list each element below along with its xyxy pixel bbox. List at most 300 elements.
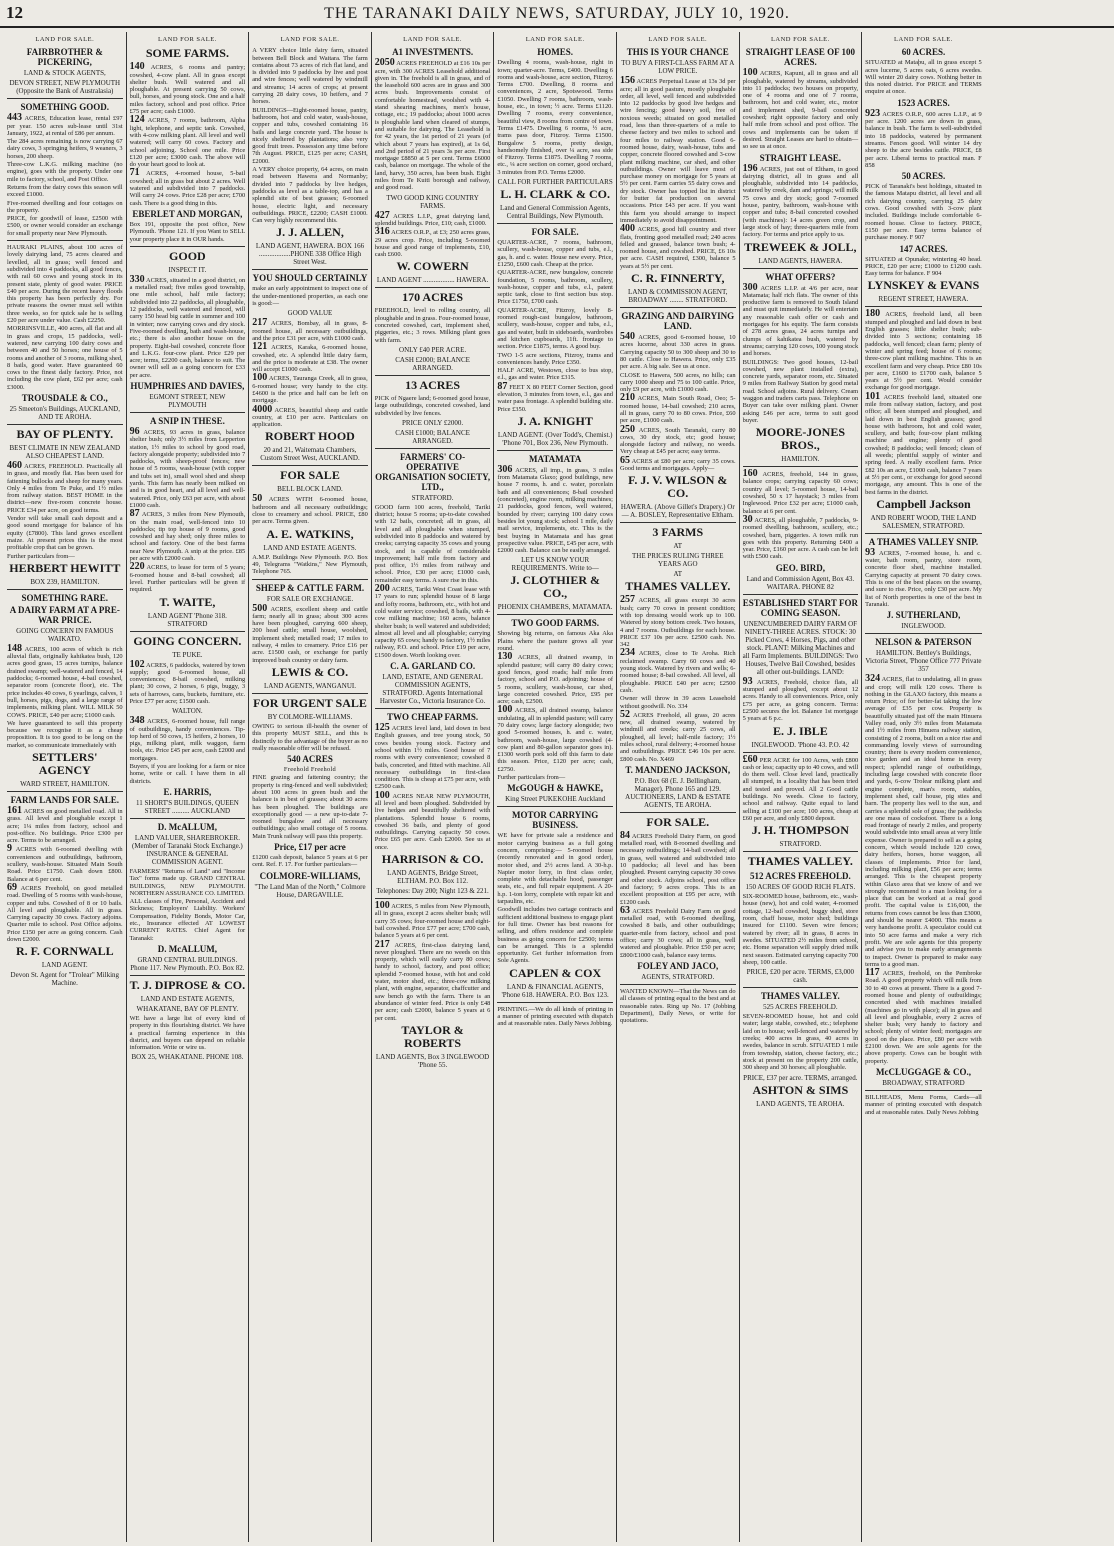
- ad-text: [497, 59, 613, 176]
- ad-text: [7, 325, 123, 391]
- ad-body: The 284 acres remaining is now carrying 67 dairy cows, 3 springing heifers, 9 weaners, 3 horses, 200 sheep.: [7, 138, 123, 160]
- ad-text: [620, 596, 736, 648]
- ad-text: [7, 515, 123, 551]
- ad-body: Goodwill includes two cartage contracts and sufficient additional business to engage plant for full time. Owner has best reasons for selling, and offers residence and complete business as going concern for £2500; terms can be arranged. This is a splendid opportunity. Get further information from Sole Agents.: [497, 906, 613, 965]
- ad-divider: [620, 984, 736, 985]
- ad-text: [7, 807, 123, 844]
- column-heading: LAND FOR SALE.: [35, 36, 95, 43]
- ad-body: ACRES Freehold, all grass, 20 acres new, all drained swamp, watered by windmill and creeks; carry 25 cows, all ploughed, all level; half-mile factory; 1½ miles school, rural delivery; 4-roomed house and outbuildings. PRICE £46 10s per acre. £800 cash. No. X469: [619, 711, 736, 763]
- ad-body: TWO 1-5 acre sections, Fitzroy, trams and conveniences handy. Price £350.: [497, 351, 613, 366]
- ad-text: [130, 1015, 246, 1051]
- ad-subheading: CASH £1000; BALANCE ARRANGED.: [395, 428, 470, 445]
- ad-text: [7, 215, 123, 237]
- ad-text: [620, 372, 736, 394]
- ad-heading: TWO CHEAP FARMS.: [387, 712, 479, 723]
- ad-subheading: INGLEWOOD.: [901, 622, 946, 631]
- ad-subheading: 25 Smeeton's Buildings, AUCKLAND, AND TE AROHA.: [9, 404, 120, 421]
- ad-text: [497, 906, 613, 964]
- ad-subheading: REGENT STREET, HAWERA.: [878, 295, 969, 304]
- ad-heading: McGOUGH & HAWKE,: [507, 783, 604, 794]
- ad-body: CLOSE to Hawera, 500 acres, no hills; can carry 1000 sheep and 75 to 100 cattle. Price, only £9 per acre, with £1000 cash.: [619, 371, 736, 394]
- ad-body: ALL classes of Fire, Personal, Accident and Sickness; Employers' Liability. Workers' Compensation, Fidelity Bonds, Motor Car, etc., Insurance effected AT LOWEST CURRENT RATES. Chief Agent for Taranaki:: [129, 898, 246, 942]
- acreage-figure: 102: [129, 658, 145, 670]
- ad-text: [7, 553, 123, 560]
- ad-heading: A SNIP IN THESE.: [149, 415, 225, 426]
- ad-text: [375, 902, 491, 939]
- ad-body: HAURAKI PLAINS, about 100 acres of lovely dairying land, 75 acres cleared and levelled, all in grass; well fenced and subdivided into 4 paddocks, all good fences, with rail 60 cows and young stock in its present state, plenty of good water. PRICE £40 per acre. During the recent heavy floods this property has been perfectly dry. For private reasons the owner must sell within three weeks, so for quick sale he is selling £20 per acre under value. Cash £2250.: [7, 244, 123, 325]
- ad-divider: [743, 268, 859, 269]
- acreage-figure: 196: [742, 162, 758, 174]
- ad-divider: [7, 240, 123, 241]
- ad-text: [865, 310, 982, 391]
- acreage-figure: 443: [7, 112, 22, 124]
- ad-text: [374, 789, 491, 851]
- ad-body: Showing big returns, on famous Aka Aka Plains where the pasture grows all year round.: [497, 630, 613, 653]
- ad-body: ACRES, to lease for term of 5 years; 6-roomed house and 8-bail cowshed; all level. Further particulars will be given if required.: [129, 564, 246, 594]
- ad-divider: [743, 594, 859, 595]
- acreage-figure: 217: [252, 317, 268, 329]
- ad-subheading: Land and Commission Agent, Box 43. WAITARA. PHONE 82: [746, 574, 855, 591]
- ad-subheading: AGENTS, STRATFORD.: [641, 972, 715, 981]
- ad-text: [620, 649, 736, 694]
- acreage-figure: 93: [865, 546, 876, 558]
- ad-agent-name: LYNSKEY & EVANS: [867, 278, 980, 293]
- ad-body: A.M.P. Buildings New Plymouth. P.O. Box 49, Telegrams "Watkins," New Plymouth, Telephone 765.: [252, 553, 368, 576]
- acreage-figure: 100: [252, 372, 268, 384]
- acreage-figure: 200: [374, 583, 390, 595]
- ad-divider: [130, 818, 246, 819]
- ad-body: Further particulars from—: [7, 552, 75, 560]
- ad-text: [129, 658, 246, 706]
- ad-body: ACRES, 5 miles from New Plymouth, all in grass, except 2 acres shelter bush; will carry 35 cows; four-roomed house and eight-bail cowshed. Price £77 per acre; £700 cash, balance 5 years at 6 per cent.: [374, 903, 491, 940]
- ad-subheading: PRICE, £20 per acre. TERMS, £3,000 cash.: [746, 968, 855, 985]
- ad-body: ACRES, 6 paddocks, watered by town supply; good 6-roomed house, all conveniences; 8-bail cowshed, milking plant; 30 cows, 2 horses, 6 pigs, buggy, 3 sets of harrows, cans, buckets, furniture, etc. Price £77 per acre; £1500 cash.: [129, 661, 246, 705]
- column-2: [127, 32, 250, 1542]
- ad-agent-name: CAPLEN & COX: [509, 965, 602, 980]
- column-heading: LAND FOR SALE.: [894, 36, 953, 43]
- ad-body: MORRINSVILLE, 400 acres, all flat and all in grass and crops, 15 paddocks, well-watered, new carrying 100 dairy cows and between 40 and 50 horses; one house of 5 rooms and another of 3 rooms, milking shed, 8 bails, good water. Have guaranteed 60 cows to the finest daily factory. Price, not including the cow plant, £62 per acre; cash £3000.: [7, 325, 123, 391]
- ad-heading: SOMETHING RARE.: [21, 592, 109, 603]
- ad-body: ACRES, Kapuni, all in grass and all ploughable, watered by streams, subdivided into 11 paddocks; two houses on property, one of 4 rooms and one of 7 rooms, bathroom, hot and cold water, etc., motor and implement shed, 9-bail concreted cowshed; right opposite factory and only half mile from school and post office. The cows and implements can be taken if desired. Straight Leases are hard to obtain—so see us at once.: [742, 70, 859, 151]
- ad-text: [865, 183, 982, 241]
- ad-divider: [375, 287, 491, 288]
- ad-body: ACRES level land, laid down in best English grasses, and tree young stock, 50 cows besides young stock. Factory and school within 1½ miles. Good house of 7 rooms with every convenience; cowshed 8 bails, concreted, and fitted with machine. All necessary outbuildings in first-class condition. This is cheap at £75 per acre, with £2500 cash.: [374, 725, 491, 791]
- ad-subheading: Devon St. Agent for "Trolear" Milking Machine.: [10, 971, 120, 988]
- ad-agent-name: E. J. IBLE: [773, 723, 828, 738]
- masthead: [0, 0, 1114, 28]
- acreage-figure: 148: [7, 642, 22, 654]
- ad-body: BILLHEADS, Menu Forms, Cards—all manner of printing executed with despatch and at reasonable rates. Daily News Jobbing: [865, 1093, 982, 1116]
- ad-divider: [865, 1090, 982, 1091]
- ad-text: [619, 708, 736, 763]
- ad-text: [620, 988, 736, 1024]
- ad-text: [130, 221, 246, 243]
- ad-divider: [130, 975, 246, 976]
- ad-body: WE have for private sale a residence and motor carrying business as a full going concern, comprising:— 5-roomed house (recently renovated and in good order), motor shed, and 2½ acres land. A 30-h.p. Napier motor lorry, in first class order, complete with detachable hood, passenger seats, etc., and full repair equipment. A 20-h.p. 1-ton lorry, complete with repair kit and tarpaulins, etc.: [497, 832, 613, 906]
- ad-body: ACRES L.I.P., great dairying land, splendid buildings. Price, £10; cash, £1000.: [374, 212, 491, 227]
- column-heading: LAND FOR SALE.: [770, 36, 830, 43]
- ad-divider: [620, 522, 736, 523]
- ad-body: PRICE, for goodwill of lease, £2500 with £500, or owner would consider an exchange for small property near New Plymouth.: [7, 215, 123, 237]
- ad-heading: GEO. BIRD,: [775, 562, 825, 573]
- ad-text: [252, 285, 368, 307]
- ad-text: [7, 845, 123, 882]
- ad-agent-name: R. F. CORNWALL: [16, 944, 114, 959]
- ad-text: [252, 602, 368, 664]
- ad-body: SITUATED at Mataþu, all in grass except 5 acres lucerne, 5 acres oats, 6 acres swedes. Will winter 20 dairy cows. Nothing better in this noted district. For PRICE and TERMS enquire at once.: [865, 59, 982, 96]
- ad-divider: [7, 589, 123, 590]
- ad-text: [252, 343, 368, 373]
- acreage-figure: 4000: [252, 403, 273, 415]
- ad-text: [375, 504, 491, 584]
- ad-body: ACRES NEAR NEW PLYMOUTH, all level and been ploughed. Subdivided by live hedges and beautifully sheltered with plantations. Splendid house 6 rooms, cowshed 36 bails, and plenty of good outbuildings. Carrying capacity 50 cows. Price £65 per acre. Cash £2000. See us at once.: [374, 792, 491, 851]
- ad-body: ACRES, close to Te Aroha. Rich reclaimed swamp. Carry 60 cows and 40 young stock. Watered by rivers and wells; 6-roomed house; 8-bail cowshed. All level, all ploughable. PRICE £40 per acre; £2500 cash.: [619, 650, 736, 694]
- ad-subheading: LAND & FINANCIAL AGENTS, 'Phone 618. HAWERA. P.O. Box 123.: [501, 982, 609, 999]
- acreage-figure: 125: [374, 722, 390, 734]
- ad-text: [742, 513, 859, 561]
- ad-text: [865, 256, 982, 278]
- acreage-figure: 93: [742, 675, 753, 687]
- ad-body: ACRES, excellent sheep and cattle farm; nearly all in grass; about 300 acres have been ploughed, carrying 600 sheep, 200 head cattle; small house, woolshed, implement shed; metalled road; 17 miles to railway, 4 miles to creamery. Price £16 per acre. £1500 cash, or exchange for partly improved bush country or dairy farm.: [252, 605, 368, 664]
- ad-text: [252, 774, 368, 840]
- ad-subheading: BY COLMORE-WILLIAMS.: [267, 712, 353, 721]
- ad-text: [619, 423, 736, 456]
- ad-text: [252, 495, 368, 525]
- column-heading: LAND FOR SALE.: [403, 36, 462, 43]
- ad-subheading: GOING CONCERN IN FAMOUS WAIKATO.: [16, 626, 114, 643]
- ad-heading: A THAMES VALLEY SNIP.: [868, 536, 979, 547]
- ad-body: ACRES, first-class dairying land, never ploughed. There are no weeds on this property, which will easily carry 80 cows; handy to school, factory, and post office; splendid 7-roomed house, with hot and cold water, motor shed, etc.; three-cow milking plant, with engine, separator, chaffcutter and saw bench go with the farm. There is an abundance of winter feed. Price is only £48 per acre; cash £2000, balance 5 years at 6 per cent.: [374, 941, 491, 1022]
- ad-subheading: TE PUKE.: [172, 650, 203, 659]
- ad-divider: [865, 533, 982, 534]
- acreage-figure: 9: [7, 843, 12, 855]
- acreage-figure: 2050: [374, 57, 395, 69]
- acreage-figure: 250: [619, 423, 635, 435]
- column-heading: LAND FOR SALE.: [280, 36, 340, 43]
- ad-subheading: WARD STREET, HAMILTON.: [20, 780, 110, 788]
- ad-agent-name: L. H. CLARK & CO.: [500, 187, 610, 202]
- ad-divider: [743, 851, 859, 852]
- ad-heading: EBERLET AND MORGAN,: [132, 208, 243, 219]
- ad-divider: [252, 269, 368, 270]
- ad-heading: GRAZING AND DAIRYING LAND.: [621, 311, 735, 332]
- ad-divider: [252, 693, 368, 694]
- acreage-figure: 324: [865, 673, 881, 685]
- ad-text: [497, 239, 613, 268]
- acreage-figure: £60: [742, 753, 758, 765]
- ad-heading: 60 ACRES.: [901, 47, 946, 58]
- ad-text: [620, 695, 736, 710]
- ad-body: SEVEN-ROOMED house, hot and cold water; large stable, cowshed, etc.; telephone laid on to house; well-fenced and watered by creeks; 400 acres in grass, 40 acres in swedes, balance in scrub. SITUATED 1 mile from township, station, cheese factory, etc.; stock at present on the property 200 cattle, 300 sheep and 30 horses; all ploughable.: [742, 1013, 859, 1072]
- ad-text: [865, 969, 982, 1065]
- acreage-figure: 52: [619, 708, 630, 720]
- ad-text: [130, 763, 246, 785]
- ad-text: [620, 77, 736, 224]
- ad-divider: [252, 465, 368, 466]
- ad-body: Buyers, if you are looking for a farm or nice home, write or call. I have them in all districts.: [129, 763, 246, 785]
- ad-body: OWING to serious ill-health the owner of this property MUST SELL, and this is distinctly to the advantage of the buyer as no really reasonable offer will be refused.: [252, 722, 368, 752]
- ad-body: ACRES, beautiful sheep and cattle country, at £10 per acre. Particulars on application.: [252, 406, 368, 429]
- ad-agent-name: J. J. ALLEN,: [276, 225, 344, 240]
- ad-text: [7, 200, 123, 215]
- acreage-figure: 130: [497, 651, 513, 663]
- ad-divider: [865, 633, 982, 634]
- ad-text: [252, 374, 368, 404]
- acreage-figure: 306: [497, 463, 513, 475]
- ad-subheading: 20 and 21, Waitemata Chambers, Custom Street West, AUCKLAND.: [260, 446, 360, 463]
- acreage-figure: 460: [7, 459, 22, 471]
- column-5: [494, 32, 617, 1542]
- ad-heading: FOR SALE.: [531, 227, 579, 238]
- acreage-figure: 96: [129, 425, 140, 437]
- ad-body: ACRES, all drained swamp, balance undulating, all in splendid pasture; will carry 70 dairy cows; large factory alongside; two good 5-roomed houses, h. and c. water, bathroom, wash-house, large cowshed (4-cow plant and 80-gallon separator goes in). £1300 worth pork sold off this farm to date this season. Price, £120 per acre; cash, £2750.: [497, 707, 613, 773]
- ad-body: Three-cow L.K.G. milking machine (no engine), goes with the property. Under one mile to factory, school, and Post Office.: [7, 161, 123, 183]
- ad-heading: FAIRBROTHER & PICKERING,: [26, 47, 103, 68]
- ad-body: QUARTER-ACRE, new bungalow, concrete foundation, 5 rooms, bathroom, scullery, wash-house, copper and tubs, e.l., patent septic tank, close to first section bus stop. Price £1750, £700 cash.: [497, 269, 613, 306]
- ad-subheading: PHOENIX CHAMBERS, MATAMATA.: [497, 603, 613, 612]
- ad-body: HALF ACRE, Westown, close to bus stop, e.l., gas and water. Price £315.: [497, 367, 613, 382]
- ad-text: [743, 359, 859, 425]
- ad-text: [252, 554, 368, 576]
- ad-body: ACRES, 3 miles from New Plymouth, on the main road, well-fenced into 10 paddocks; tip top house of 9 rooms, good cowshed and hay shed; only three miles to school and factory. One of the best farms near New Plymouth. A snip at the price. £85 per acre with £2000 cash.: [129, 511, 246, 563]
- acreage-figure: 63: [619, 904, 630, 916]
- ad-agent-name: SOME FARMS.: [145, 46, 229, 61]
- ad-body: ACRES, Tauranga Creek, all in grass, 6-roomed house; very handy to the city. £4600 is the price and half can be left on mortgage.: [252, 375, 368, 405]
- acreage-figure: 100: [497, 704, 513, 716]
- ad-text: [497, 706, 613, 773]
- ad-text: [252, 319, 368, 342]
- ad-body: BUILDINGS—Eight-roomed house, pantry, bathroom, hot and cold water, wash-house, copper and tubs, cowshed containing 16 bails and large concrete yard. The house is nicely sheltered by plantations; also very good fruit trees. Possession any time before 7th August. PRICE, £125 per acre; CASH, £2000.: [252, 106, 368, 165]
- ad-divider: [865, 306, 982, 307]
- ad-agent-name: T. J. DIPROSE & CO.: [129, 977, 246, 992]
- column-6: [617, 32, 740, 1542]
- ad-subheading: WALTON.: [172, 707, 203, 716]
- page-number: 12: [6, 3, 23, 22]
- ad-body: FEET X 80 FEET Corner Section, good elevation, 3 minutes from town, e.l., gas and water pass frontage. A splendid building site. Price £350.: [497, 383, 613, 413]
- ad-text: [619, 904, 736, 959]
- ad-body: ACRES, Freehold, choice flats, all stumped and ploughed, except about 12 acres. Handy to all conveniences. Price, only £75 per acre, as going concern. Terms: £2500 secures the lot. Balance 1st mortgage 5 years at 6 p.c.: [742, 678, 859, 723]
- ad-text: [252, 723, 368, 752]
- ad-text: [865, 546, 982, 608]
- ad-subheading: Telephones: Day 200; Night 123 & 221.: [376, 887, 489, 896]
- column-heading: LAND FOR SALE.: [648, 36, 708, 43]
- ad-heading: TWO GOOD FARMS.: [511, 618, 599, 629]
- masthead-title: THE TARANAKI DAILY NEWS, SATURDAY, JULY 10, 1920.: [324, 5, 790, 22]
- ad-body: ACRES, 93 acres in grass, balance shelter bush; only 3½ miles from Lepperton station, 1½ miles to school by good road, factory alongside property; subdivided into 7 paddocks, with sheep-proof fences; new house of 5 rooms, wash-house (with copper and tubs set in), small wool shed and sheep yards. This farm has nearly been milked on and is in good heart, and all level and well-watered. Price, only £63 per acre, with about £1000 cash.: [129, 428, 246, 509]
- ad-text: [7, 114, 123, 137]
- acreage-figure: 180: [865, 308, 881, 320]
- ad-divider: [620, 307, 736, 308]
- ad-text: [7, 138, 123, 160]
- ad-heading: SOMETHING GOOD.: [20, 102, 110, 113]
- ad-text: [252, 854, 368, 869]
- ad-subheading: WHAKATANE, BAY OF PLENTY.: [136, 1004, 239, 1013]
- ad-text: [497, 1006, 613, 1028]
- ad-agent-name: J. A. KNIGHT: [517, 413, 593, 428]
- ad-body: ACRES, good 6-roomed house, 10 acres lucerne, about 330 acres in grass. Carrying capacity 50 to 300 sheep and 30 to 80 cattle. Close to Hawera. Price, only £35 per acre. A big sale. See us at once.: [619, 334, 736, 371]
- ad-text: [375, 724, 491, 791]
- ad-text: [497, 832, 613, 905]
- acreage-figure: 540: [619, 331, 635, 343]
- ad-body: ACRES O.R.P., at £3; 250 acres grass, 29 acres crop. Price, including 5-roomed house and good range of implements, £10, cash £600.: [374, 229, 491, 259]
- ad-text: [252, 166, 368, 224]
- ad-text: [374, 209, 491, 228]
- ad-heading: 147 ACRES.: [899, 243, 948, 254]
- ad-text: [865, 390, 982, 496]
- acreage-figure: 100: [742, 67, 758, 79]
- ad-body: ACRES L.I.P. at 4/6 per acre, near Matamata; half rich flats. The owner of this productive farm is removed to South Island and must quit immediately. He will entertain any reasonable cash offer or cash and mortgages for his equity. The farm consists of 278 acres grass, 24 acres turnips and clumps of kahikatea bush, watered by streams; carrying 120 cows, 100 young stock and horses.: [742, 284, 859, 358]
- ad-body: PICK of Taranaki's best holdings, situated in the famous Matapu district, all level and all rich dairying country, carrying 25 dairy cows. Good cowshed with 3-cow plant included. Buildings include comfortable 6-roomed house. Close to factory. PRICE, £150 per acre. Easy terms balance of purchase money. F 907: [865, 183, 982, 242]
- ad-heading: 540 ACRES: [287, 754, 333, 765]
- ad-agent-name: ASHTON & SIMS: [752, 1082, 849, 1097]
- ad-text: [619, 829, 736, 906]
- ad-subheading: BOX 239, HAMILTON.: [30, 577, 100, 586]
- ad-subheading: LAND, ESTATE, AND GENERAL COMMISSION AGENTS, STRATFORD. Agents International Harvester Co., Victoria Insurance Co.: [379, 673, 486, 706]
- ad-text: [129, 273, 246, 379]
- ad-body: Dwelling 4 rooms, wash-house, right in town; quarter-acre. Terms, £400. Dwelling 6 rooms and wash-house, acre section, Fitzroy. Terms £700. Dwelling, 8 rooms and conveniences, 2 acre, Spotswood. Terms £1050. Dwelling 7 rooms, bathroom, wash-house, etc., in town; ½ acre. Terms £1120. Dwelling 7 rooms, every convenience, beautiful view, 8 rooms from centre of town. Terms £1475. Dwelling 6 rooms, ½ acre, trams pass door, Fitzroy. Terms £1500. Bungalow 5 rooms, pretty design, handsomely finished, over ¼ acre, sea side of Fitzroy. Terms £1875. Dwelling 7 rooms, etc., ¼ acre section on corner, good orchard, 3 minutes from P.O. Terms £2000.: [497, 59, 613, 176]
- ad-subheading: LAND AGENTS, TE AROHA.: [756, 1099, 845, 1108]
- ad-text: [374, 938, 491, 1022]
- acreage-figure: 101: [865, 390, 881, 402]
- ad-agent-name: F. J. V. WILSON & CO.: [628, 473, 728, 501]
- ad-subheading: LAND AGENT.: [41, 961, 88, 970]
- ad-body: ACRES, flat to undulating, all in grass and crop; will milk 120 cows. There is nothing in the GLAXO factory, this means a return Price; of for better-fat taking the low average of £35 per cow. Property is beautifully situated just off the main Hinuera Valley road, only 3½ miles from Matamata and 1½ miles from Hinuera railway station, consisting of 2 rooms, built on a nice rise and commanding lovely views of surrounding country; there is every modern convenience, nice garden and an ideal home in every respect; splendid range of outbuildings, including large cowshed with concrete floor and yards, 6-cow Trolear milking plant and engine complete, man's room, stables, implement shed, calf house, pig sties and barn. The property lies well to the sun, and carries a splendid sole of grass; the paddocks are one mass of cocksfoot. There is a long road frontage of nearly 2 miles, and property would subdivide into small areas at very little expense. Owner is prepared to sell as a going concern, which would include 120 cows, dairy heifers, horses, horse waggon, all classes of implements. Price for land, including milking plant, £56 per acre; terms arranged. This is the cheapest property within Glaxo area that we know of and we strongly recommend to a man looking for a place that can be worked at a real good profit. The capital value is £16,000, the returns from cows cannot be less than £3000, and should be nearer £4000. This means a very handsome profit. A speculator could cut into 50 acre farms and make a very rich profit. We are sole agents for this property and advise you to make early arrangements to inspect. Owner is prepared to make easy terms to a good man.: [865, 676, 982, 968]
- ad-body: Vendor will take small cash deposit and a good sound mortgage for balance of his equity (£7800). This land grows excellent maize. At present prices this is the most profitable crop that can be grown.: [7, 515, 123, 552]
- ad-heading: D. McALLUM,: [157, 821, 218, 832]
- ad-divider: [375, 708, 491, 709]
- ad-body: ACRES, situated in a good district, on a metalled road; five miles good township, one mile school, half mile factory; subdivided into 22 paddocks, all ploughable, 12 paddocks, well watered and fenced, will carry 150 head big cattle in summer and 100 in winter; now carrying cows and dry stock. Five-roomed dwelling, bath and wash-house, etc.; there is also another house on the property. Eight-bail cowshed, concrete floor and L.K.G. four-cow plant. Price £29 per acre; terms, £2200 cash, balance to suit. The owner will sell as a going concern for £33 per acre.: [129, 276, 246, 379]
- ad-body: ACRES, FREEHOLD. Practically all in grass, and mostly flat. Has been used for fattening bullocks and sheep for many years. Only 4 miles from Te Puke, and 1½ miles from railway station. BEST HOME in the district—new five-room concrete house. PRICE £34 per acre, on good terms.: [7, 462, 123, 514]
- ad-heading: MATAMATA: [529, 453, 582, 464]
- ad-heading: STRAIGHT LEASE OF 100 ACRES.: [745, 47, 855, 68]
- acreage-figure: 84: [619, 829, 630, 841]
- ad-subheading: UNENCUMBERED DAIRY FARM OF NINETY-THREE ACRES. STOCK: 30 Picked Cows, 4 Horses, Pigs, and other stock. PLANT: Milking Machines and all Farm Implements. BUILDINGS: Two Houses, Twelve Bail Cowshed, besides all other out-buildings. LAND:: [742, 619, 859, 676]
- acreage-figure: 234: [619, 647, 635, 659]
- acreage-figure: 300: [742, 281, 758, 293]
- ad-divider: [252, 579, 368, 580]
- ad-agent-name: Campbell Jackson: [876, 496, 971, 511]
- acreage-figure: 220: [129, 561, 145, 573]
- ad-body: ACRES, 6-roomed house, full range of outbuildings, handy conveniences. Tip-top herd of 50 cows, 15 heifers, 2 horses, 10 pigs, milking plant, milk waggon, farm tools, etc. Price £45 per acre, cash £2000 and mortgages.: [129, 718, 246, 762]
- acreage-figure: 121: [252, 341, 268, 353]
- ad-text: [7, 184, 123, 199]
- ad-divider: [375, 898, 491, 899]
- ad-agent-name: SETTLERS' AGENCY: [32, 750, 98, 777]
- ad-subheading: EGMONT STREET, NEW PLYMOUTH: [149, 392, 226, 409]
- ad-text: [497, 463, 613, 555]
- ad-heading: STRAIGHT LEASE.: [759, 152, 842, 163]
- ad-subheading: BOX 25, WHAKATANE. PHONE 108.: [131, 1053, 244, 1062]
- column-3: [249, 32, 372, 1542]
- ad-divider: [7, 98, 123, 99]
- ad-body: ACRES, 6 rooms and pantry; cowshed, 4-cow plant. All in grass except shelter bush. Well watered and all ploughable. At present carrying 50 cows, bull, horses, and young stock. One and a half miles factory, school and post office. Price £75 per acre; cash £1000.: [129, 64, 246, 116]
- ad-agent-name: J. H. THOMPSON: [751, 823, 849, 838]
- ad-divider: [7, 424, 123, 425]
- acreage-figure: 71: [129, 167, 140, 179]
- ad-subheading: DEVON STREET, NEW PLYMOUTH (Opposite the Bank of Australasia): [9, 79, 121, 96]
- ad-text: [252, 47, 368, 105]
- ad-subheading: LAND AGENTS, Box 3 INGLEWOOD 'Phone 55.: [375, 1052, 490, 1069]
- ad-divider: [375, 448, 491, 449]
- ad-text: [865, 1094, 982, 1116]
- ad-heading: YOU SHOULD CERTAINLY: [252, 273, 368, 284]
- ad-subheading: CALL FOR FURTHER PARTICULARS: [497, 178, 613, 187]
- acreage-figure: 87: [129, 508, 140, 520]
- ad-agent-name: ROBERT HOOD: [265, 429, 355, 444]
- ad-text: [252, 403, 368, 429]
- ad-agent-name: THAMES VALLEY.: [747, 854, 853, 869]
- ad-subheading: HAWERA. (Above Gillet's Drapery.) Or— A. BOSLEY, Representative Eltham.: [620, 503, 735, 520]
- ad-text: [620, 225, 736, 270]
- ad-subheading: King Street PUKEKOHE Auckland: [505, 795, 606, 804]
- ad-subheading: 150 ACRES OF GOOD RICH FLATS.: [745, 883, 856, 892]
- acreage-figure: 100: [374, 900, 390, 912]
- ad-subheading: FOR SALE OR EXCHANGE.: [266, 594, 354, 603]
- ad-text: [7, 642, 123, 719]
- ad-subheading: LAND VALUER, SHAREBROKER. (Member of Taranaki Stock Exchange.) INSURANCE & GENERAL COMMISSION AGENT.: [132, 833, 243, 866]
- ad-subheading: TO BUY A FIRST-CLASS FARM AT A LOW PRICE.: [621, 59, 735, 76]
- ad-body: ACRES, Main South Road, Oeo; 5-roomed house, 14-bail cowshed; 210 acres, all in grass, carry 70 to 80 cows. Price, £60 per acre, £1000 cash.: [619, 395, 736, 425]
- ad-divider: [497, 614, 613, 615]
- ad-subheading: STRATFORD.: [779, 840, 822, 849]
- ad-body: ACRES Perpetual Lease at 13s 3d per acre; all in good pasture, mostly ploughable order, all level, well fenced and subdivided into 12 paddocks by good live hedges and wire fencing; good heavy soil, free of noxious weeds; situated on good metalled road, less than three-quarters of a mile to cheese factory and two miles to school and four miles to railway station. Good 6-roomed house, dairy, wash-house, tubs and copper, concrete floored cowshed and 3-cow plant milking machine, car shed, and other outbuildings. Owner will leave most of purchase money on mortgage for 5 years at 5½ per cent. Farm carries 55 dairy cows and dry stock. Owner has topped list in district for butter fat production on several occasions. Price £43 per acre. If you want this farm you should arrange to inspect immediately to avoid disappointment.: [619, 78, 736, 224]
- ad-heading: J. SUTHERLAND,: [886, 610, 961, 621]
- ad-text: [130, 868, 246, 897]
- ad-agent-name: LEWIS & CO.: [271, 664, 349, 679]
- ad-heading: COLMORE-WILLIAMS,: [259, 870, 361, 881]
- acreage-figure: 400: [619, 223, 635, 235]
- ad-subheading: GOOD VALUE: [287, 309, 333, 318]
- ad-text: [375, 307, 491, 343]
- ad-body: PICK of Ngaere land; 6-roomed good house, large outbuildings, concreted cowshed, land subdivided by live fences.: [374, 394, 491, 417]
- ad-heading: A1 INVESTMENTS.: [392, 47, 474, 58]
- ad-subheading: INSPECT IT.: [168, 265, 207, 274]
- ad-text: [375, 395, 491, 417]
- ad-heading: T. MANDENO JACKSON,: [625, 764, 731, 775]
- ad-divider: [130, 412, 246, 413]
- ad-text: [375, 585, 491, 659]
- ad-body: ACRES, just out of Eltham, in good dairying district, all in grass and all ploughable, subdivided into 14 paddocks, watered by creek, dam and springs; will milk 75 cows and dry stock; good 7-roomed house, pantry, bathroom, wash-house with copper and tubs; 8-bail concreted cowshed (with machines): 14 acres green crop, and large stock of hay; three-quarters mile from factory. For terms and price apply to us.: [742, 165, 859, 239]
- acreage-figure: 316: [374, 226, 390, 238]
- acreage-figure: 217: [374, 938, 390, 950]
- acreage-figure: 348: [129, 715, 145, 727]
- ad-text: [742, 162, 859, 239]
- ad-body: ACRES, Bombay, all in grass, 8-roomed house, all necessary outbuildings, and the price £31 per acre, with £1000 cash.: [252, 320, 368, 342]
- acreage-figure: 500: [252, 602, 268, 614]
- ad-subheading: LAND AGENT. (Over Todd's, Chemist.) 'Phone 701, Box 236, New Plymouth.: [497, 430, 613, 447]
- acreage-figure: 427: [374, 209, 390, 221]
- ad-heading: E. HARRIS,: [163, 786, 212, 797]
- ad-text: [497, 269, 613, 305]
- ad-heading: NELSON & PATERSON: [875, 637, 972, 648]
- ad-body: ACRES, South Taranaki, carry 80 cows, 30 dry stock, etc; good house; alongside factory and railway, no weeds. Very cheap at £45 per acre; easy terms.: [619, 426, 736, 456]
- ad-heading: FOLEY AND JACO,: [637, 960, 719, 971]
- ad-body: ACRES, all ploughable, 7 paddocks, 9-roomed dwelling, bathroom, scullery, etc.; cowshed, barn, piggeries. A town milk run goes with this property. Returning £400 a year. Price, £160 per acre. A cash can be left with £500 cash.: [742, 516, 859, 561]
- ad-agent-name: T. WAITE,: [159, 594, 216, 609]
- ad-text: [743, 69, 859, 150]
- ad-text: [865, 107, 982, 169]
- ad-body: ACRES Freehold Dairy Farm on good metalled road, with 6-roomed dwelling, cowshed 8 bails, and other outbuildings; quarter-mile from factory, school and post office; carry 30 cows; all in grass, well watered and ploughable. Price £50 per acre; £800/£1000 cash, balance easy terms.: [619, 907, 736, 959]
- ad-body: A VERY choice property, 64 acres, on main road between Hawera and Normanby; divided into 7 paddocks by live hedges, paddocks as level as a table-top, and has a splendid site of best grasses; 6-roomed house, electric light, and necessary outbuildings. PRICE, £2200; CASH £1000. Can very highly recommend this.: [252, 166, 368, 225]
- ad-body: ACRES, all imp., in grass, 3 miles from Matamata Glaxo; good buildings, new house 7 rooms, h. and c. water, porcelain bath and all conveniences; 8-bail cowshed (concreted), engine room, milking machines; 21 paddocks, good fences, well watered, bounded by river; carrying 100 dairy cows besides lot young stock; school 1 mile, daily mail service, implements, etc. This is the best buying in Matamata and has great prospective value. PRICE, £45 per acre, with £2000 cash. Balance can be easily arranged.: [497, 466, 613, 555]
- ad-agent-name: C. R. FINNERTY,: [631, 271, 725, 286]
- ad-subheading: LAND AGENTS, Bridge Street, ELTHAM. P.O. Box 112.: [387, 869, 478, 886]
- ad-heading: HOMES.: [537, 47, 574, 58]
- ad-body: Owner will throw in 39 acres Leasehold without goodwill. No. 334: [619, 695, 736, 710]
- ad-heading: A DAIRY FARM AT A PRE-WAR PRICE.: [9, 604, 120, 625]
- ad-divider: [130, 631, 246, 632]
- ad-divider: [743, 466, 859, 467]
